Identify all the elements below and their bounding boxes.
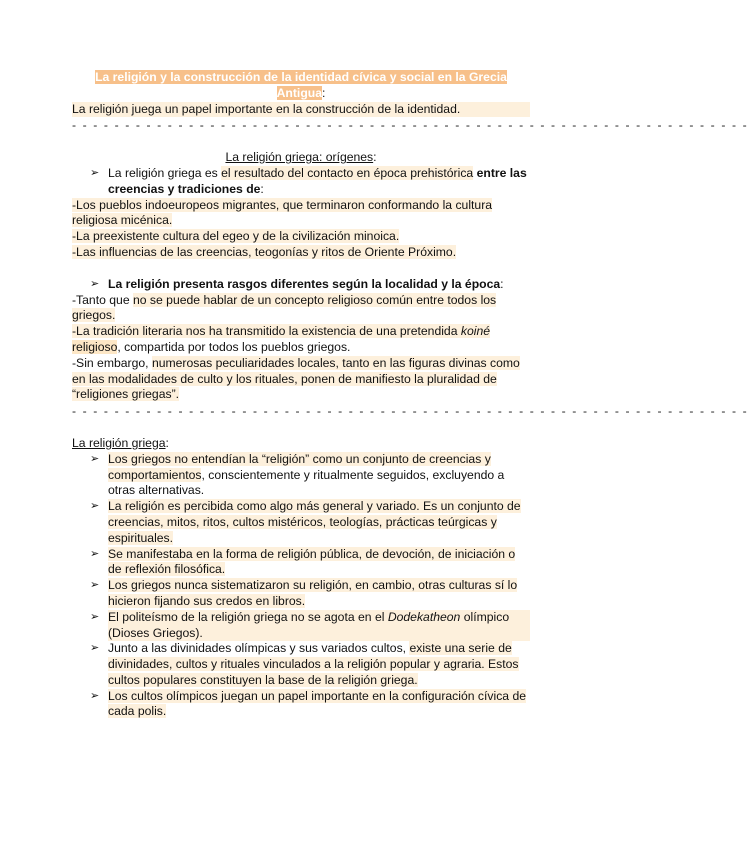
origins-heading-colon: :	[373, 150, 377, 165]
origins-line-1-text: -Los pueblos indoeuropeos migrantes, que terminaron conformando la cultura religiosa micénica.	[72, 197, 493, 228]
origins-line-1	[72, 198, 530, 230]
religion-bullet-4	[72, 578, 530, 610]
religion-bullet-5	[72, 610, 530, 642]
separator-line: - - - - - - - - - - - - - - - - - - - - - - - - - - - - - - - - - - - - - - - - - - - - - - - - - - - - - - - - - - - - - - - -	[72, 404, 748, 419]
locality-line-3-lead: -Sin embargo,	[72, 355, 152, 370]
locality-bullet	[72, 277, 530, 293]
origins-line-3-text: -Las influencias de las creencias, teogonías y ritos de Oriente Próximo.	[72, 244, 457, 259]
arrow-bullet-icon: ➢	[90, 166, 100, 179]
religion-bullet-1-rest: , conscientemente y ritualmente seguidos, excluyendo a otras alternativas.	[108, 467, 505, 498]
arrow-bullet-icon: ➢	[90, 547, 100, 560]
separator-line: - - - - - - - - - - - - - - - - - - - - - - - - - - - - - - - - - - - - - - - - - - - - - - - - - - - - - - - - - - - - - - - -	[72, 118, 748, 133]
arrow-bullet-icon: ➢	[90, 642, 100, 655]
origins-heading-text: La religión griega: orígenes	[225, 150, 374, 165]
origins-line-3	[72, 245, 530, 261]
religion-bullet-5-post: olímpico (Dioses Griegos).	[108, 609, 510, 640]
locality-line-3-highlight: numerosas peculiaridades locales, tanto en las figuras divinas como en las modalidades de culto y los rituales, ponen de manifiesto la pluralidad de “religiones griegas”.	[72, 355, 520, 402]
locality-line-2-highlight: -La tradición literaria nos ha transmitido la existencia de una pretendida	[72, 324, 461, 339]
origins-bullet-bold: entre las creencias y tradiciones de	[108, 165, 527, 196]
origins-bullet-highlight: el resultado del contacto en época prehistórica	[221, 165, 474, 180]
arrow-bullet-icon: ➢	[90, 579, 100, 592]
section-origins-heading	[72, 150, 530, 166]
arrow-bullet-icon: ➢	[90, 610, 100, 623]
arrow-bullet-icon: ➢	[90, 452, 100, 465]
religion-bullet-6-lead: Junto a las divinidades olímpicas y sus variados cultos,	[108, 641, 410, 656]
religion-bullet-6-highlight: existe una serie de divinidades, cultos y rituales vinculados a la religión popular y agraria. Estos cultos populares constituyen la base de la religión griega.	[108, 641, 519, 687]
document-title	[72, 70, 530, 102]
religion-bullet-3-highlight: Se manifestaba en la forma de religión pública, de devoción, de iniciación o de reflexión filosófica.	[108, 546, 516, 577]
title-text: La religión y la construcción de la identidad cívica y social en la Grecia Antigua	[95, 70, 507, 100]
locality-line-1-highlight: no se puede hablar de un concepto religioso común entre todos los griegos.	[72, 292, 497, 323]
religion-bullet-5-dodekatheon: Dodekatheon	[387, 609, 461, 624]
religion-bullet-3	[72, 547, 530, 579]
locality-line-2-rest: , compartida por todos los pueblos griegos.	[117, 339, 351, 354]
arrow-bullet-icon: ➢	[90, 689, 100, 702]
title-colon: :	[321, 85, 326, 100]
religion-bullet-4-rest: , en cambio, otras culturas sí lo hicieron fijando sus credos en libros.	[108, 578, 518, 608]
religion-bullet-1	[72, 452, 530, 499]
locality-line-3	[72, 356, 530, 403]
religion-bullet-5-pre: El politeísmo de la religión griega no se agota en el	[108, 609, 388, 624]
origins-bullet-colon: :	[260, 181, 264, 196]
religion-bullet-7-highlight: Los cultos olímpicos juegan un papel importante en la configuración cívica de cada polis.	[108, 688, 527, 719]
religion-bullet-4-highlight: Los griegos nunca sistematizaron su religión	[108, 578, 349, 593]
religion-heading-text: La religión griega	[72, 435, 166, 450]
arrow-bullet-icon: ➢	[90, 277, 100, 290]
section-religion-heading	[72, 436, 530, 452]
origins-line-2	[72, 229, 530, 245]
religion-bullet-2-highlight: La religión es percibida como algo más general y variado. Es un conjunto de creencias, mitos, ritos, cultos mistéricos, teologías, prácticas teúrgicas y espirituales.	[108, 499, 521, 545]
locality-line-2-religioso: religioso	[72, 339, 118, 354]
locality-line-1-lead: -Tanto que	[72, 292, 133, 307]
locality-bullet-bold: La religión presenta rasgos diferentes según la localidad y la época	[108, 276, 501, 291]
origins-bullet	[72, 166, 530, 198]
document-body	[72, 70, 748, 720]
religion-bullet-2	[72, 499, 530, 546]
locality-bullet-colon: :	[500, 276, 504, 291]
locality-line-2-koine: koiné	[460, 324, 491, 339]
origins-bullet-lead: La religión griega es	[108, 165, 222, 180]
religion-bullet-6	[72, 641, 530, 688]
religion-bullet-7	[72, 689, 530, 721]
religion-bullet-1-highlight: Los griegos no entendían la “religión” como un conjunto de creencias y comportamientos	[108, 451, 491, 482]
locality-line-2	[72, 324, 530, 356]
arrow-bullet-icon: ➢	[90, 500, 100, 513]
locality-line-1	[72, 293, 530, 325]
religion-heading-colon: :	[165, 435, 169, 450]
intro-text: La religión juega un papel importante en la construcción de la identidad.	[72, 102, 530, 118]
origins-line-2-text: -La preexistente cultura del egeo y de la civilización minoica.	[72, 229, 400, 244]
